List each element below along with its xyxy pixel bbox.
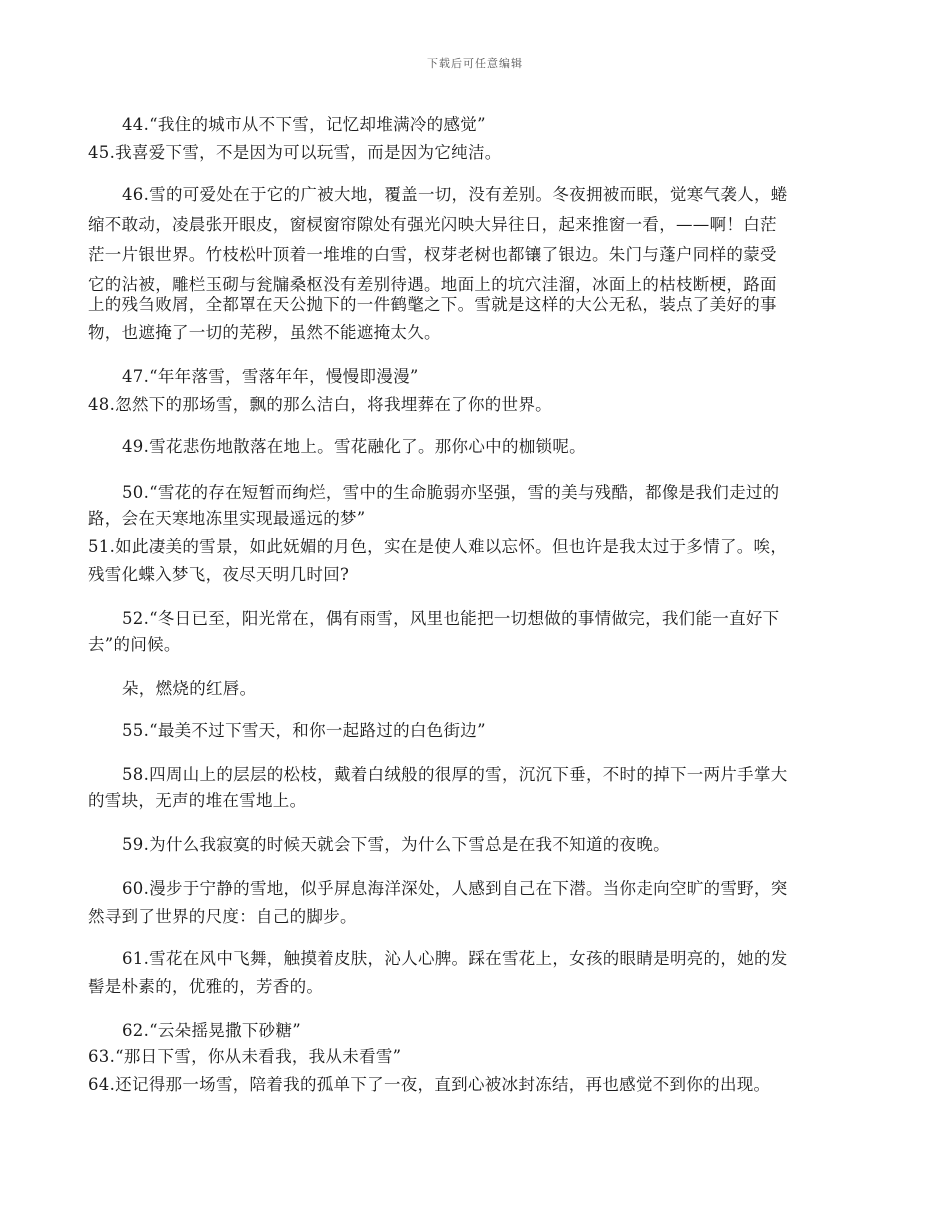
text-line: 59.为什么我寂寞的时候天就会下雪，为什么下雪总是在我不知道的夜晚。 <box>122 835 670 854</box>
text-line: 路，会在天寒地冻里实现最遥远的梦” <box>88 509 366 528</box>
text-line: 它的沾被，雕栏玉砌与瓮牖桑枢没有差别待遇。地面上的坑穴洼溜，冰面上的枯枝断梗，路面 <box>88 275 777 294</box>
text-line: 52.“冬日已至，阳光常在，偶有雨雪，风里也能把一切想做的事情做完，我们能一直好下 <box>122 609 780 628</box>
text-line: 61.雪花在风中飞舞，触摸着皮肤，沁人心脾。踩在雪花上，女孩的眼睛是明亮的，她的发 <box>122 949 788 968</box>
text-line: 64.还记得那一场雪，陪着我的孤单下了一夜，直到心被冰封冻结，再也感觉不到你的出现。 <box>88 1075 771 1094</box>
text-line: 然寻到了世界的尺度：自己的脚步。 <box>88 907 357 926</box>
text-line: 48.忽然下的那场雪，飘的那么洁白，将我埋葬在了你的世界。 <box>88 395 552 414</box>
text-line: 60.漫步于宁静的雪地，似乎屏息海洋深处，人感到自己在下潜。当你走向空旷的雪野，突 <box>122 879 788 898</box>
text-line: 47.“年年落雪，雪落年年，慢慢即漫漫” <box>122 367 419 386</box>
text-line: 55.“最美不过下雪天，和你一起路过的白色街边” <box>122 721 486 740</box>
text-line: 51.如此凄美的雪景，如此妩媚的月色，实在是使人难以忘怀。但也许是我太过于多情了。唉， <box>88 537 788 556</box>
text-line: 49.雪花悲伤地散落在地上。雪花融化了。那你心中的枷锁呢。 <box>122 437 586 456</box>
text-line: 上的残刍败屑，全都罩在天公抛下的一件鹤氅之下。雪就是这样的大公无私，装点了美好的事 <box>88 295 777 314</box>
text-line: 58.四周山上的层层的松枝，戴着白绒般的很厚的雪，沉沉下垂，不时的掉下一两片手掌大 <box>122 765 788 784</box>
text-line: 髻是朴素的，优雅的，芳香的。 <box>88 977 324 996</box>
text-line: 62.“云朵摇晃撒下砂糖” <box>122 1021 302 1040</box>
text-line: 物，也遮掩了一切的芜秽，虽然不能遮掩太久。 <box>88 323 441 342</box>
text-line: 去”的问候。 <box>88 635 181 654</box>
text-line: 朵，燃烧的红唇。 <box>122 679 257 698</box>
text-line: 茫一片银世界。竹枝松叶顶着一堆堆的白雪，杈芽老树也都镶了银边。朱门与蓬户同样的蒙受 <box>88 245 777 264</box>
text-line: 残雪化蝶入梦飞，夜尽天明几时回? <box>88 565 350 584</box>
text-line: 缩不敢动，凌晨张开眼皮，窗棂窗帘隙处有强光闪映大异往日，起来推窗一看，——啊！白茫 <box>88 215 777 234</box>
page-header: 下载后可任意编辑 <box>427 57 523 70</box>
text-line: 63.“那日下雪，你从未看我，我从未看雪” <box>88 1047 402 1066</box>
text-line: 46.雪的可爱处在于它的广被大地，覆盖一切，没有差别。冬夜拥被而眠，觉寒气袭人，蜷 <box>122 185 788 204</box>
text-line: 的雪块，无声的堆在雪地上。 <box>88 791 307 810</box>
text-line: 50.“雪花的存在短暂而绚烂，雪中的生命脆弱亦坚强，雪的美与残酷，都像是我们走过的 <box>122 483 780 502</box>
text-line: 45.我喜爱下雪，不是因为可以玩雪，而是因为它纯洁。 <box>88 143 502 162</box>
text-line: 44.“我住的城市从不下雪，记忆却堆满冷的感觉” <box>122 115 486 134</box>
